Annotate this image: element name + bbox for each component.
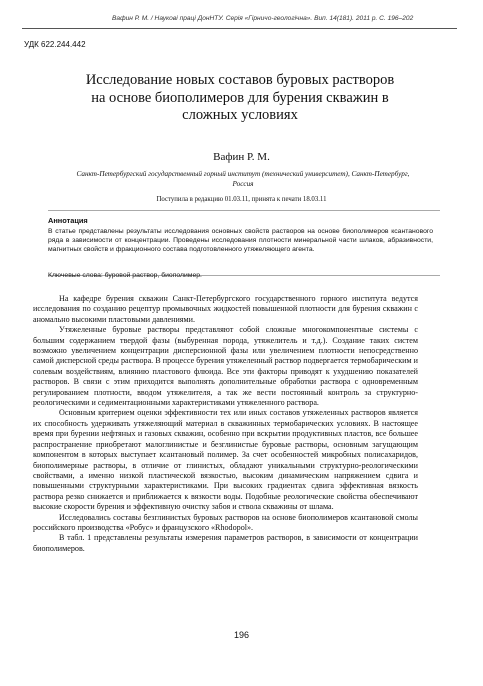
received-dates: Поступила в редакцию 01.03.11, принята к печати 18.03.11 [156, 196, 327, 203]
body-paragraph: Основным критерием оценки эффективности тех или иных составов утяжеленных растворов является их способность удерживать утяжеляющий материал в скважинных термобарических условиях. В настоящее время при бурении нефтяных и газовых скважин, особенно при вскрытии продуктивных пластов, все большее распространение приобретают малоглинистые и безглинистые буровые растворы, основным загущающим компонентом в которых выступает ксантановый полимер. За счет особенностей микробных полисахаридов, биополимерные растворы, в отличие от глинистых, обладают уникальными структурно-реологическими свойствами, а именно низкой пластической вязкостью, высоким динамическим напряжением сдвига и повышенными структурными характеристиками. При высоких градиентах сдвига эффективная вязкость раствора резко снижается и приближается к вязкости воды. Подобные реологические свойства обеспечивают высокие скорости бурения и эффективную очистку забоя и ствола скважины от шлама. [33, 408, 418, 512]
body-paragraph: Утяжеленные буровые растворы представляют собой сложные многокомпонентные системы с большим содержанием твердой фазы (выбуренная порода, утяжелитель и т.д.). Создание таких систем возможно увеличением концентрации дисперсионной фазы или увеличением плотности непосредственно самой дисперсной среды раствора. В процессе бурения утяжеленный раствор подвергается термобарическим и солевым воздействиям, влиянию пластового флюида. Все эти факторы приводят к ухудшению показателей растворов. В связи с этим приходится выполнять дополнительные обработки раствора с одновременным регулированием плотности, вводом утяжелителя, а так же вести постоянный контроль за структурно-реологическими и седиментационными характеристиками утяжеленного раствора. [33, 325, 418, 408]
affiliation-line: Россия [232, 179, 254, 188]
affiliation-line: Санкт-Петербургский государственный горный институт (технический университет), Санкт-Петербург, [76, 170, 410, 178]
body-paragraph: На кафедре бурения скважин Санкт-Петербургского государственного горного института ведутся исследования по созданию рецептур промывочных жидкостей повышенной плотности для бурения скважин с аномально высокими пластовыми давлениями. [33, 294, 418, 324]
udk-code: УДК 622.244.442 [24, 40, 86, 49]
title-line: Исследование новых составов буровых растворов [85, 72, 395, 88]
running-header: Вафин Р. М. / Наукові праці ДонНТУ. Серія «Гірничо-геологічна». Вип. 14(181). 2011 р. С. 196–202 [112, 15, 414, 22]
article-title [40, 72, 440, 125]
affiliation [28, 170, 458, 189]
body-paragraph: В табл. 1 представлены результаты измерения параметров растворов, в зависимости от концентрации биополимеров. [33, 533, 418, 553]
abstract-text: В статье представлены результаты исследования основных свойств растворов на основе биополимеров ксантанового ряда в зависимости от концентрации. Проведены исследования плотности минеральной части шлаков, абразивности, магнитных свойств и фракционного состава подготовленного утяжеляющего агента. [48, 228, 433, 254]
title-line: на основе биополимеров для бурения скважин в [91, 89, 389, 106]
keywords: Ключевые слова: буровой раствор, биополимер. [48, 272, 202, 279]
page-number: 196 [233, 630, 250, 640]
title-line: сложных условиях [182, 107, 298, 123]
header-divider [22, 28, 457, 29]
abstract-heading: Аннотация [48, 216, 88, 225]
body-paragraph: Исследовались составы безглинистых буровых растворов на основе биополимеров ксантановой смолы российского производства «Робус» и французского «Rhodopol». [33, 512, 418, 532]
author-name: Вафин Р. М. [213, 151, 270, 163]
article-body [33, 294, 418, 554]
